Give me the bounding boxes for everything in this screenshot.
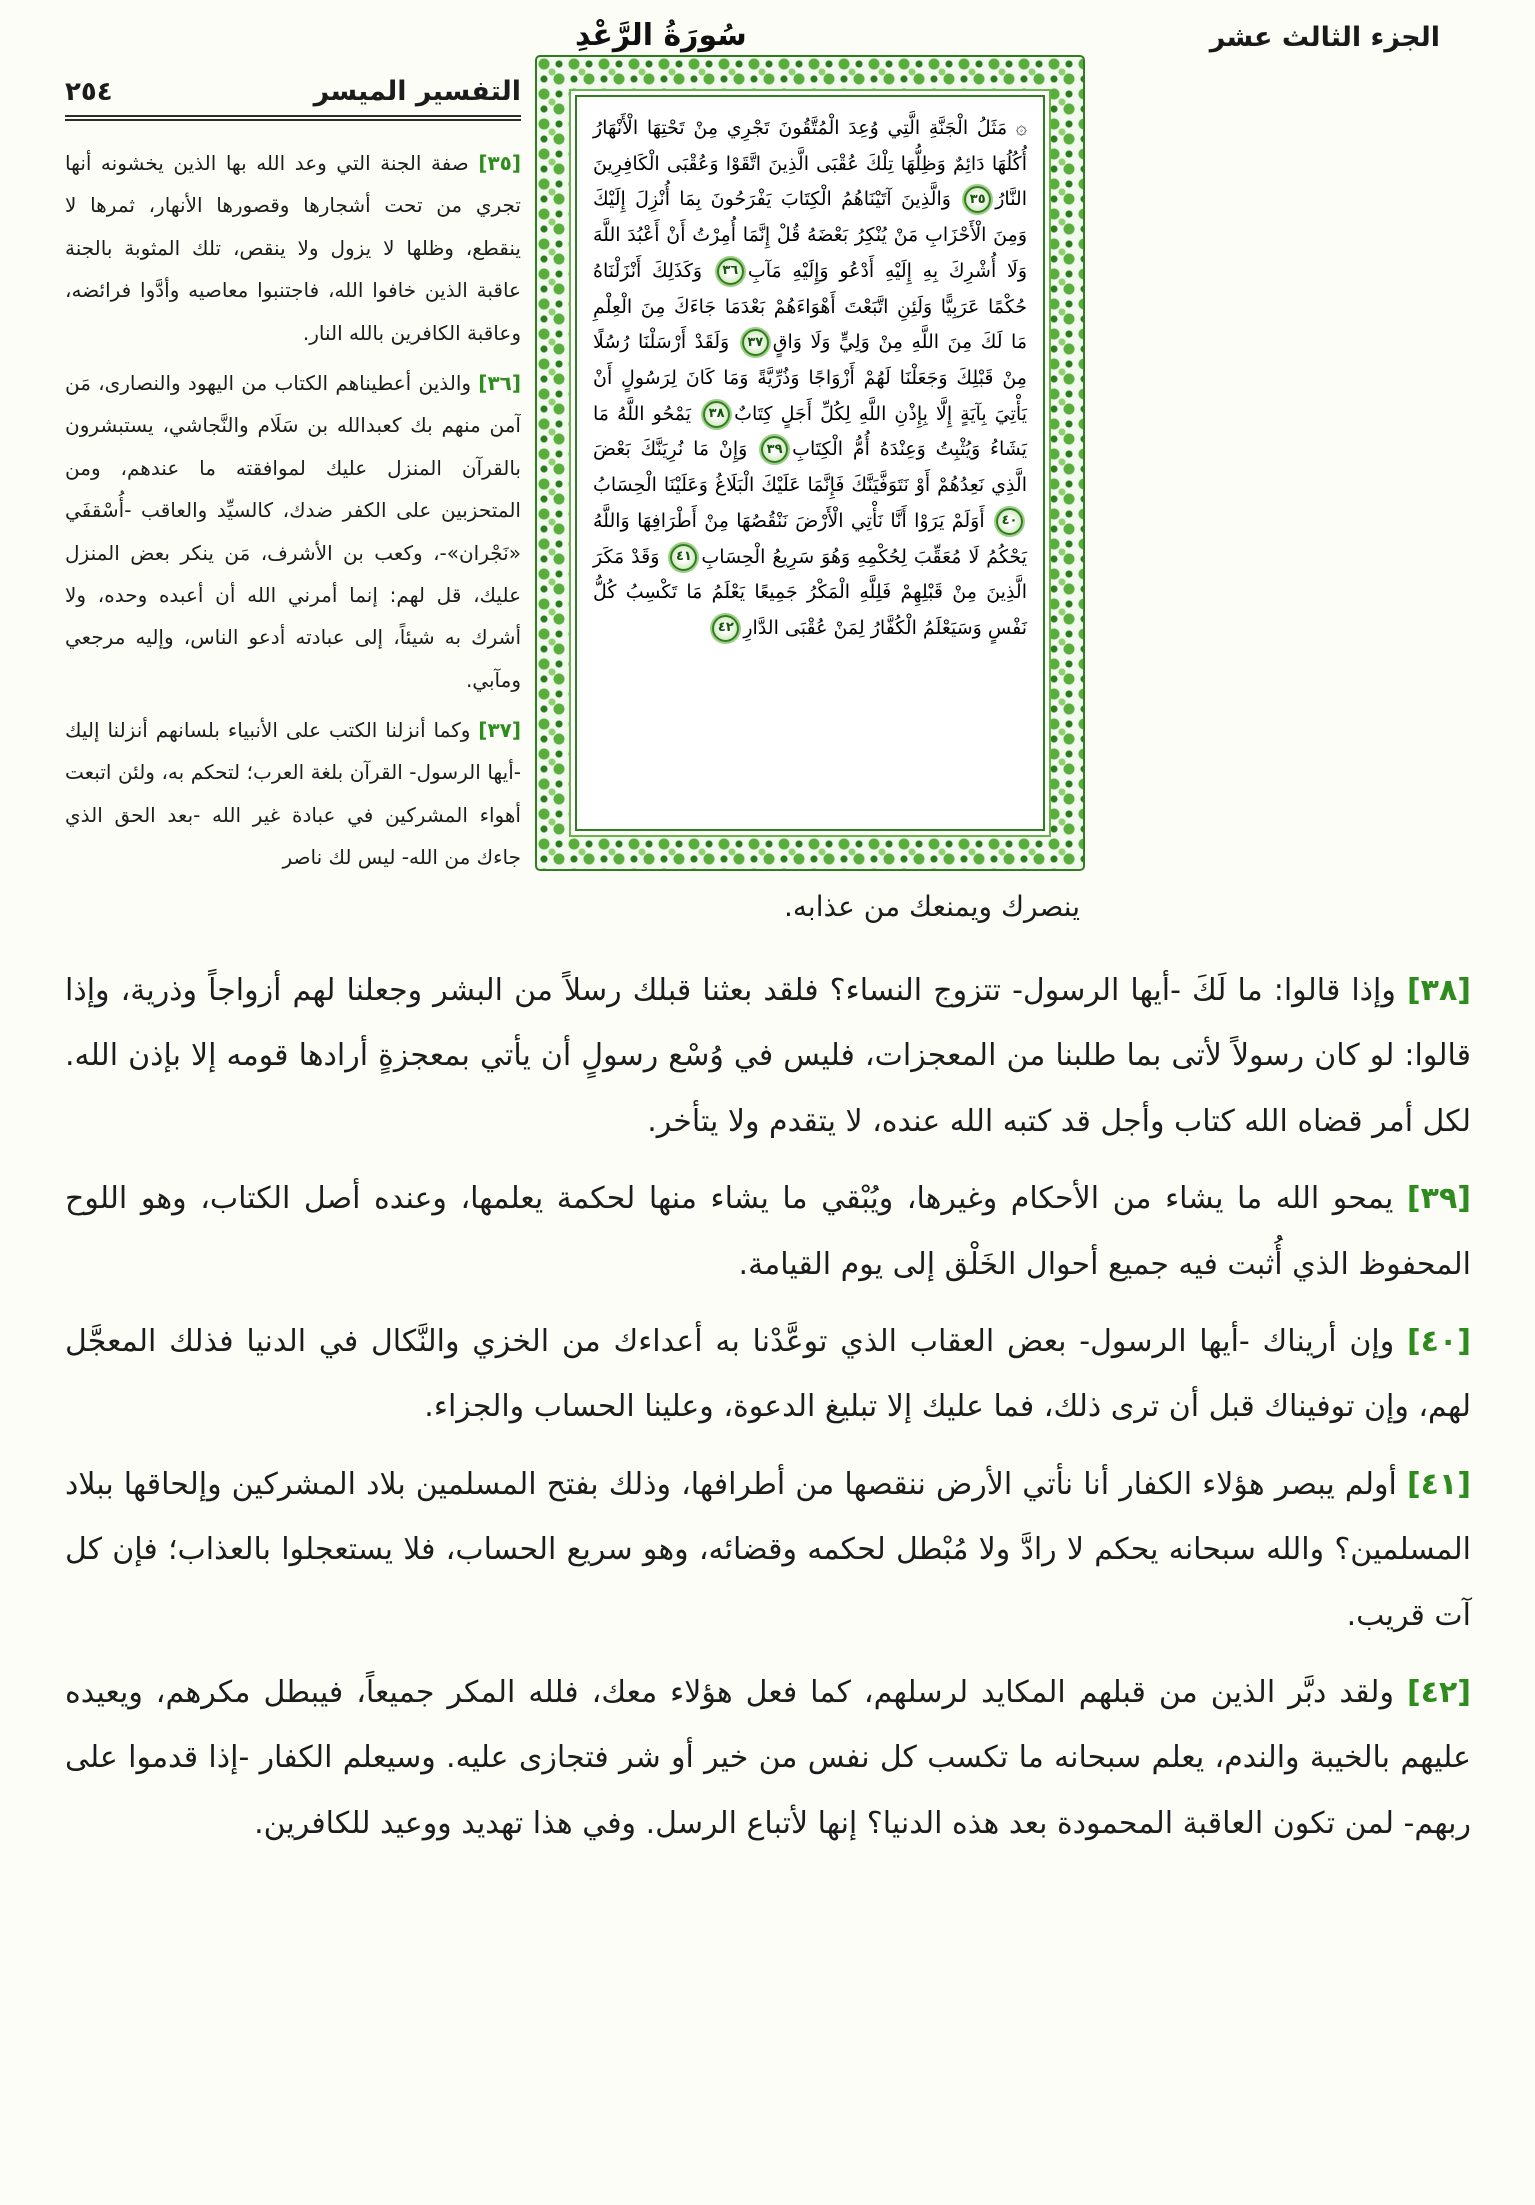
aya-number-badge: ٣٦ [717,258,744,285]
tafsir-paragraph [65,1452,1471,1648]
aya-number-badge: ٤١ [670,544,697,571]
quran-verse-text: وَالَّذِينَ آتَيْنَاهُمُ الْكِتَابَ يَفْرَحُونَ بِمَا أُنْزِلَ إِلَيْكَ وَمِنَ الْأَحْزَابِ مَنْ يُنْكِرُ بَعْضَهُ قُلْ إِنَّمَا أُمِرْتُ أَنْ أَعْبُدَ اللَّهَ وَلَا أُشْرِكَ بِهِ إِلَيْهِ أَدْعُو وَإِلَيْهِ مَآبِ [593,188,1027,282]
verse-marker: [٤٠] [1406,1323,1471,1359]
verse-marker: [٣٧] [478,718,521,743]
tafsir-text: وإذا قالوا: ما لَكَ -أيها الرسول- تتزوج النساء؟ فلقد بعثنا قبلك رسلاً من البشر وجعلنا لهم أزواجاً وذرية، وإذا قالوا: لو كان رسولاً لأتى بما طلبنا من المعجزات، فليس في وُسْع رسولٍ أن يأتي بمعجزةٍ أرادها قومه إلا بإذن الله. لكل أمر قضاه الله كتاب وأجل قد كتبه الله عنده، لا يتقدم ولا يتأخر. [65,973,1471,1139]
tafsir-title: التفسير الميسر [313,76,521,107]
quran-verse-text: ۞ مَثَلُ الْجَنَّةِ الَّتِي وُعِدَ الْمُتَّقُونَ تَجْرِي مِنْ تَحْتِهَا الْأَنْهَارُ أُكُلُهَا دَائِمٌ وَظِلُّهَا تِلْكَ عُقْبَى الَّذِينَ اتَّقَوْا وَعُقْبَى الْكَافِرِينَ النَّارُ [593,117,1027,211]
verse-marker: [٣٦] [478,370,521,395]
tafsir-text: أولم يبصر هؤلاء الكفار أنا نأتي الأرض ننقصها من أطرافها، وذلك بفتح المسلمين بلاد المشركين وإلحاقها ببلاد المسلمين؟ والله سبحانه يحكم لا رادَّ ولا مُبْطل لحكمه وقضائه، وهو سريع الحساب، فلا يستعجلوا بالعذاب؛ فإن كل آت قريب. [65,1466,1471,1633]
aya-number-badge: ٣٥ [964,186,991,213]
tafsir-paragraph [65,362,521,701]
quran-text [593,111,1027,647]
aya-number-badge: ٤٢ [712,615,739,642]
verse-marker: [٣٨] [1406,973,1471,1008]
quran-text-area [575,95,1045,831]
tafsir-paragraph [65,1166,1471,1297]
verse-marker: [٤٢] [1406,1674,1471,1710]
aya-number-badge: ٣٨ [703,401,730,428]
tafsir-paragraph [65,958,1471,1154]
aya-number-badge: ٣٧ [742,329,769,356]
tafsir-bottom-section [65,958,1471,1868]
surah-title: سُورَةُ الرَّعْدِ [575,18,747,53]
verse-marker: [٣٥] [478,151,521,175]
verse-marker: [٤١] [1406,1466,1472,1502]
aya-number-badge: ٣٩ [761,436,788,463]
quran-verse-text: أَوَلَمْ يَرَوْا أَنَّا نَأْتِي الْأَرْضَ نَنْقُصُهَا مِنْ أَطْرَافِهَا وَاللَّهُ يَحْكُمُ لَا مُعَقِّبَ لِحُكْمِهِ وَهُوَ سَرِيعُ الْحِسَابِ [593,509,1027,568]
tafsir-text: وكما أنزلنا الكتب على الأنبياء بلسانهم أنزلنا إليك -أيها الرسول- القرآن بلغة العرب؛ لتحكم به، ولئن اتبعت أهواء المشركين في عبادة غير الله -بعد الحق الذي جاءك من الله- ليس لك ناصر [65,718,521,870]
left-column-header [65,76,521,121]
tafsir-text: يمحو الله ما يشاء من الأحكام وغيرها، ويُبْقي ما يشاء منها لحكمة يعلمها، وعنده أصل الكتاب، وهو اللوح المحفوظ الذي أُثبت فيه جميع أحوال الخَلْق إلى يوم القيامة. [65,1181,1471,1282]
juz-header: الجزء الثالث عشر [1209,22,1440,53]
tafsir-paragraph [65,1309,1471,1440]
tafsir-paragraph [65,709,521,879]
tafsir-paragraph [65,142,521,354]
tafsir-text: صفة الجنة التي وعد الله بها الذين يخشونه أنها تجري من تحت أشجارها وقصورها الأنهار، ثمرها لا ينقطع، وظلها لا يزول ولا ينقص، تلك المثوبة بالجنة عاقبة الذين خافوا الله، فاجتنبوا معاصيه وأدَّوا فرائضه، وعاقبة الكافرين بالله النار. [65,151,521,345]
tafsir-continuation-line: ينصرك ويمنعك من عذابه. [783,890,1080,923]
quran-verse-text: يَمْحُو اللَّهُ مَا يَشَاءُ وَيُثْبِتُ وَعِنْدَهُ أُمُّ الْكِتَابِ [593,402,1027,461]
quran-verse-text: وَكَذَلِكَ أَنْزَلْنَاهُ حُكْمًا عَرَبِيًّا وَلَئِنِ اتَّبَعْتَ أَهْوَاءَهُمْ بَعْدَمَا جَاءَكَ مِنَ الْعِلْمِ مَا لَكَ مِنَ اللَّهِ مِنْ وَلِيٍّ وَلَا وَاقٍ [593,259,1027,354]
tafsir-paragraph [65,1660,1471,1856]
quran-verse-text: وَلَقَدْ أَرْسَلْنَا رُسُلًا مِنْ قَبْلِكَ وَجَعَلْنَا لَهُمْ أَزْوَاجًا وَذُرِّيَّةً وَمَا كَانَ لِرَسُولٍ أَنْ يَأْتِيَ بِآيَةٍ إِلَّا بِإِذْنِ اللَّهِ لِكُلِّ أَجَلٍ كِتَابٌ [593,331,1027,425]
quran-ornamental-frame [535,55,1085,871]
page-number: ٢٥٤ [65,77,113,107]
aya-number-badge: ٤٠ [996,508,1023,535]
quran-verse-text: وَقَدْ مَكَرَ الَّذِينَ مِنْ قَبْلِهِمْ فَلِلَّهِ الْمَكْرُ جَمِيعًا يَعْلَمُ مَا تَكْسِبُ كُلُّ نَفْسٍ وَسَيَعْلَمُ الْكُفَّارُ لِمَنْ عُقْبَى الدَّارِ [593,545,1027,640]
tafsir-text: والذين أعطيناهم الكتاب من اليهود والنصارى، مَن آمن منهم بك كعبدالله بن سَلَام والنَّجاشي، يستبشرون بالقرآن المنزل عليك لموافقته ما عندهم، ومن المتحزبين على الكفر ضدك، كالسيِّد والعاقب -أُسْقفَي «نَجْران»-، وكعب بن الأشرف، مَن ينكر بعض المنزل عليك، قل لهم: إنما أمرني الله أن أعبده وحده، ولا أشرك به شيئاً، إلى عبادته أدعو الناس، وإليه مرجعي ومآبي. [65,370,521,692]
verse-marker: [٣٩] [1406,1181,1471,1217]
tafsir-text: وإن أريناك -أيها الرسول- بعض العقاب الذي توعَّدْنا به أعداءك من الخزي والنَّكال في الدنيا فذلك المعجَّل لهم، وإن توفيناك قبل أن ترى ذلك، فما عليك إلا تبليغ الدعوة، وعلينا الحساب والجزاء. [65,1323,1471,1425]
tafsir-left-column [65,142,521,900]
quran-verse-text: وَإِنْ مَا نُرِيَنَّكَ بَعْضَ الَّذِي نَعِدُهُمْ أَوْ نَتَوَفَّيَنَّكَ فَإِنَّمَا عَلَيْكَ الْبَلَاغُ وَعَلَيْنَا الْحِسَابُ [593,438,1027,497]
tafsir-text: ولقد دبَّر الذين من قبلهم المكايد لرسلهم، كما فعل هؤلاء معك، فلله المكر جميعاً، فيبطل مكرهم، ويعيده عليهم بالخيبة والندم، يعلم سبحانه ما تكسب كل نفس من خير أو شر فتجازى عليه. وسيعلم الكفار -إذا قدموا على ربهم- لمن تكون العاقبة المحمودة بعد هذه الدنيا؟ إنها لأتباع الرسل. وفي هذا تهديد ووعيد للكافرين. [65,1674,1471,1841]
